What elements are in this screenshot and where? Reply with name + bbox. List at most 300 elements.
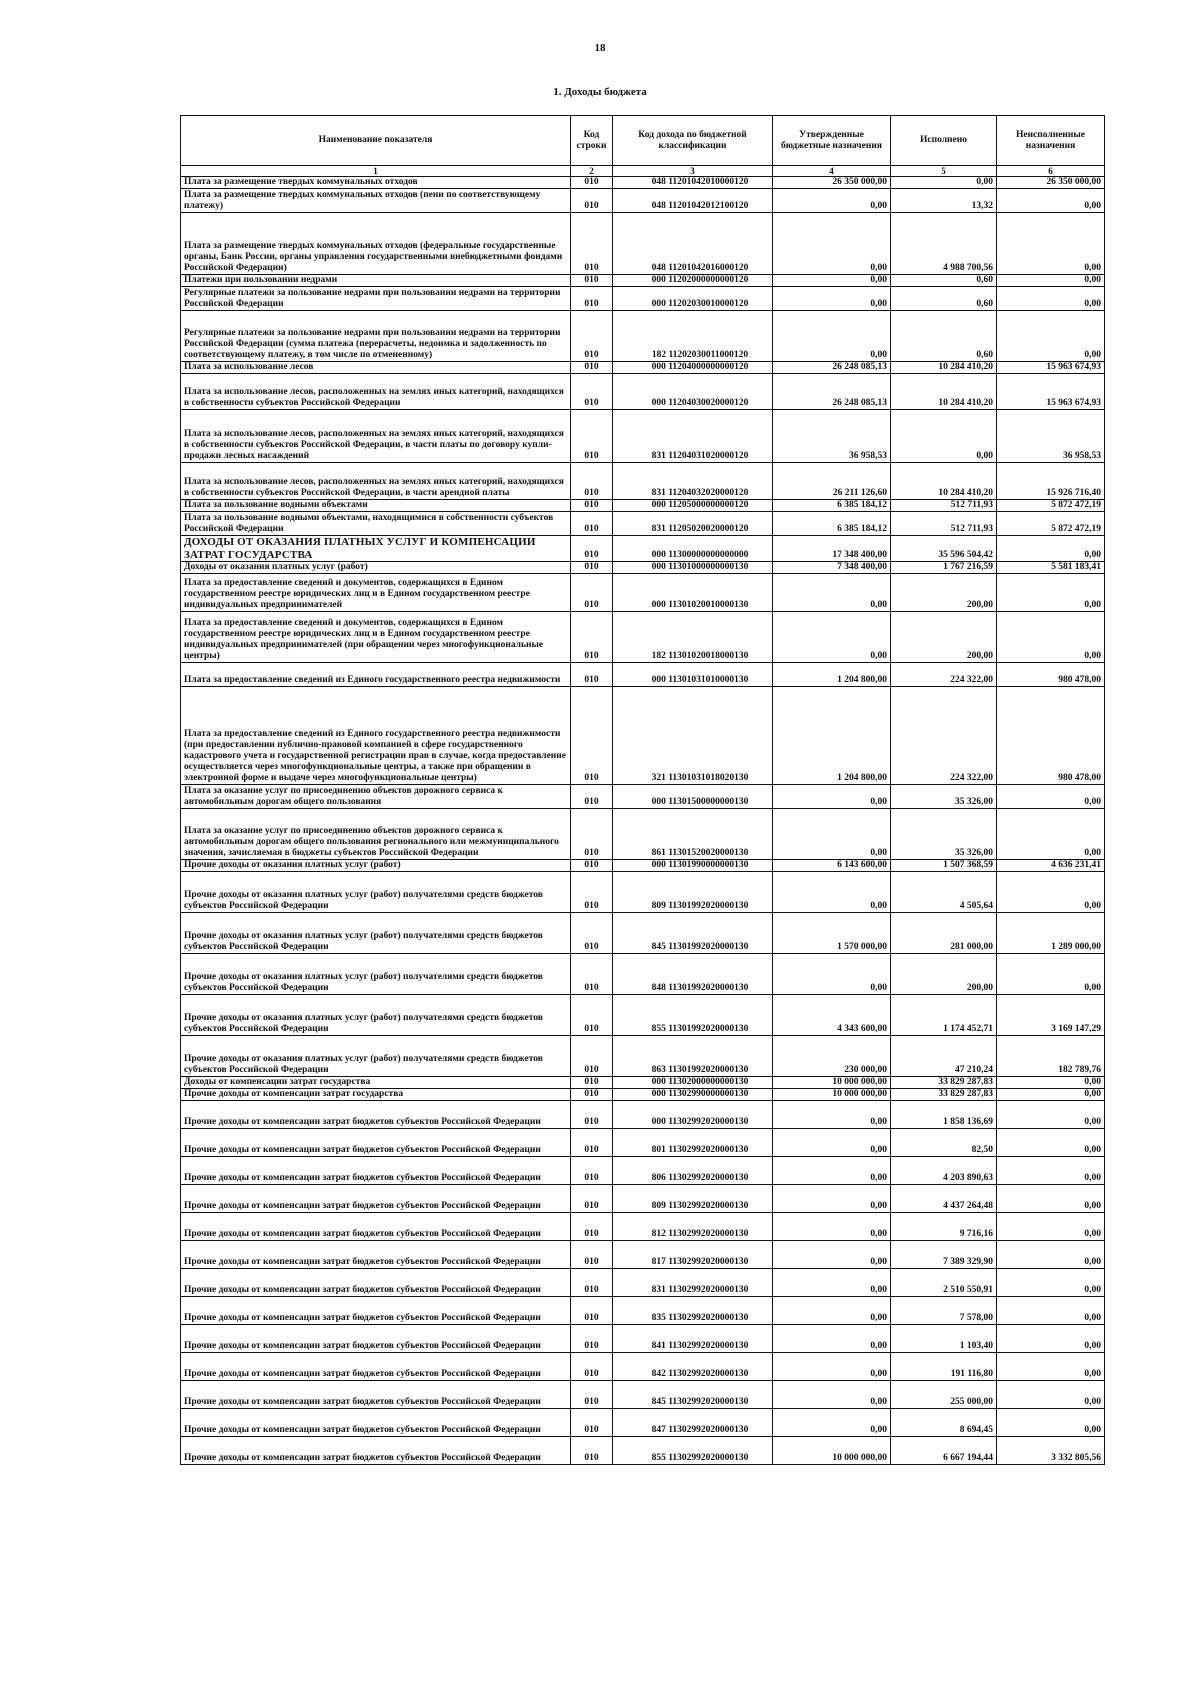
row-approved: 1 204 800,00	[773, 687, 891, 785]
row-executed: 512 711,93	[891, 512, 997, 536]
row-name: Прочие доходы от компенсации затрат бюджетов субъектов Российской Федерации	[181, 1297, 571, 1325]
row-approved: 230 000,00	[773, 1036, 891, 1077]
row-approved: 26 248 085,13	[773, 374, 891, 410]
row-income-code: 831 11204032020000120	[613, 463, 773, 500]
row-line-code: 010	[571, 213, 613, 275]
row-income-code: 809 11301992020000130	[613, 872, 773, 913]
row-approved: 0,00	[773, 275, 891, 287]
row-name: Прочие доходы от компенсации затрат бюджетов субъектов Российской Федерации	[181, 1353, 571, 1381]
row-line-code: 010	[571, 1129, 613, 1157]
table-row	[181, 860, 1105, 872]
row-approved: 0,00	[773, 1297, 891, 1325]
row-line-code: 010	[571, 687, 613, 785]
column-number: 4	[773, 166, 891, 177]
row-approved: 36 958,53	[773, 410, 891, 463]
header-executed: Исполнено	[891, 116, 997, 166]
row-unexecuted: 0,00	[997, 1129, 1105, 1157]
row-income-code: 321 11301031018020130	[613, 687, 773, 785]
row-approved: 0,00	[773, 612, 891, 663]
row-unexecuted: 0,00	[997, 189, 1105, 213]
row-income-code: 000 11204030020000120	[613, 374, 773, 410]
row-income-code: 848 11301992020000130	[613, 954, 773, 995]
row-name: Прочие доходы от компенсации затрат государства	[181, 1089, 571, 1101]
row-income-code: 831 11302992020000130	[613, 1269, 773, 1297]
column-number: 6	[997, 166, 1105, 177]
row-line-code: 010	[571, 362, 613, 374]
row-name: Прочие доходы от компенсации затрат бюджетов субъектов Российской Федерации	[181, 1101, 571, 1129]
row-name: Плата за использование лесов, расположенных на землях иных категорий, находящихся в собственности субъектов Российской Федерации, в части арендной платы	[181, 463, 571, 500]
row-executed: 224 322,00	[891, 663, 997, 687]
row-name: Прочие доходы от оказания платных услуг (работ) получателями средств бюджетов субъектов Российской Федерации	[181, 995, 571, 1036]
row-income-code: 835 11302992020000130	[613, 1297, 773, 1325]
row-name: Плата за использование лесов	[181, 362, 571, 374]
row-name: Прочие доходы от компенсации затрат бюджетов субъектов Российской Федерации	[181, 1213, 571, 1241]
row-line-code: 010	[571, 785, 613, 809]
row-approved: 1 570 000,00	[773, 913, 891, 954]
row-line-code: 010	[571, 574, 613, 612]
row-name: Прочие доходы от компенсации затрат бюджетов субъектов Российской Федерации	[181, 1241, 571, 1269]
row-line-code: 010	[571, 500, 613, 512]
table-row	[181, 1437, 1105, 1465]
row-name: Плата за предоставление сведений из Единого государственного реестра недвижимости (при предоставлении публично-правовой компанией в сфере государственного кадастрового учета и государственной регистрации прав в случае, когда предоставление осуществляется через многофункциональные центры, а также при обращении в электронной форме и выдаче через многофункциональные центры)	[181, 687, 571, 785]
row-name: Плата за использование лесов, расположенных на землях иных категорий, находящихся в собственности субъектов Российской Федерации, в части платы по договору купли-продажи лесных насаждений	[181, 410, 571, 463]
row-unexecuted: 0,00	[997, 536, 1105, 562]
row-executed: 82,50	[891, 1129, 997, 1157]
row-unexecuted: 980 478,00	[997, 687, 1105, 785]
row-line-code: 010	[571, 1185, 613, 1213]
table-row	[181, 1381, 1105, 1409]
table-header	[181, 116, 1105, 177]
table-row	[181, 512, 1105, 536]
row-income-code: 000 11301000000000130	[613, 562, 773, 574]
header-unexecuted: Неисполненные назначения	[997, 116, 1105, 166]
row-unexecuted: 0,00	[997, 1409, 1105, 1437]
row-executed: 35 326,00	[891, 809, 997, 860]
row-line-code: 010	[571, 1325, 613, 1353]
row-line-code: 010	[571, 954, 613, 995]
table-row	[181, 954, 1105, 995]
row-income-code: 182 11301020018000130	[613, 612, 773, 663]
row-executed: 10 284 410,20	[891, 362, 997, 374]
row-name: Плата за оказание услуг по присоединению объектов дорожного сервиса к автомобильным дорогам общего пользования	[181, 785, 571, 809]
row-unexecuted: 0,00	[997, 275, 1105, 287]
row-executed: 35 326,00	[891, 785, 997, 809]
row-name: Доходы от оказания платных услуг (работ)	[181, 562, 571, 574]
row-approved: 26 248 085,13	[773, 362, 891, 374]
row-income-code: 048 11201042010000120	[613, 177, 773, 189]
row-unexecuted: 0,00	[997, 954, 1105, 995]
income-table	[180, 115, 1105, 1465]
row-unexecuted: 5 872 472,19	[997, 500, 1105, 512]
row-income-code: 801 11302992020000130	[613, 1129, 773, 1157]
row-name: Плата за использование лесов, расположенных на землях иных категорий, находящихся в собственности субъектов Российской Федерации	[181, 374, 571, 410]
row-line-code: 010	[571, 177, 613, 189]
row-line-code: 010	[571, 1437, 613, 1465]
row-name: Плата за размещение твердых коммунальных отходов	[181, 177, 571, 189]
row-unexecuted: 1 289 000,00	[997, 913, 1105, 954]
row-line-code: 010	[571, 1036, 613, 1077]
table-row	[181, 311, 1105, 362]
row-executed: 35 596 504,42	[891, 536, 997, 562]
table-row	[181, 1129, 1105, 1157]
column-number: 5	[891, 166, 997, 177]
row-executed: 281 000,00	[891, 913, 997, 954]
row-unexecuted: 980 478,00	[997, 663, 1105, 687]
row-income-code: 817 11302992020000130	[613, 1241, 773, 1269]
row-name: Плата за оказание услуг по присоединению объектов дорожного сервиса к автомобильным дорогам общего пользования регионального или межмуниципального значения, зачисляемая в бюджеты субъектов Российской Федерации	[181, 809, 571, 860]
table-row	[181, 287, 1105, 311]
row-name: Регулярные платежи за пользование недрами при пользовании недрами на территории Российской Федерации (сумма платежа (перерасчеты, недоимка и задолженность по соответствующему платежу, в том числе по отмененному)	[181, 311, 571, 362]
row-unexecuted: 0,00	[997, 1269, 1105, 1297]
table-body	[181, 177, 1105, 1465]
table-row	[181, 1325, 1105, 1353]
row-name: Плата за пользование водными объектами, находящимися в собственности субъектов Российской Федерации	[181, 512, 571, 536]
row-approved: 0,00	[773, 574, 891, 612]
row-unexecuted: 0,00	[997, 1381, 1105, 1409]
table-row	[181, 562, 1105, 574]
row-name: Плата за пользование водными объектами	[181, 500, 571, 512]
row-approved: 6 385 184,12	[773, 512, 891, 536]
table-row	[181, 410, 1105, 463]
row-unexecuted: 0,00	[997, 1325, 1105, 1353]
row-name: Прочие доходы от компенсации затрат бюджетов субъектов Российской Федерации	[181, 1269, 571, 1297]
row-executed: 0,00	[891, 410, 997, 463]
row-name: Прочие доходы от оказания платных услуг (работ) получателями средств бюджетов субъектов Российской Федерации	[181, 954, 571, 995]
row-executed: 0,60	[891, 275, 997, 287]
table-row	[181, 275, 1105, 287]
table-row	[181, 374, 1105, 410]
row-name: Плата за размещение твердых коммунальных отходов (федеральные государственные органы, Банк России, органы управления государственными внебюджетными фондами Российской Федерации)	[181, 213, 571, 275]
header-approved: Утвержденные бюджетные назначения	[773, 116, 891, 166]
row-line-code: 010	[571, 1409, 613, 1437]
row-income-code: 806 11302992020000130	[613, 1157, 773, 1185]
row-line-code: 010	[571, 1101, 613, 1129]
row-approved: 10 000 000,00	[773, 1089, 891, 1101]
row-name: Прочие доходы от компенсации затрат бюджетов субъектов Российской Федерации	[181, 1437, 571, 1465]
row-unexecuted: 0,00	[997, 785, 1105, 809]
row-income-code: 000 11301031010000130	[613, 663, 773, 687]
row-executed: 200,00	[891, 612, 997, 663]
row-line-code: 010	[571, 374, 613, 410]
table-row	[181, 1269, 1105, 1297]
header-name: Наименование показателя	[181, 116, 571, 166]
table-row	[181, 872, 1105, 913]
row-unexecuted: 0,00	[997, 1213, 1105, 1241]
row-executed: 512 711,93	[891, 500, 997, 512]
row-executed: 4 505,64	[891, 872, 997, 913]
row-approved: 0,00	[773, 809, 891, 860]
row-income-code: 182 11202030011000120	[613, 311, 773, 362]
row-name: Прочие доходы от оказания платных услуг (работ) получателями средств бюджетов субъектов Российской Федерации	[181, 1036, 571, 1077]
row-approved: 0,00	[773, 1185, 891, 1213]
row-approved: 4 343 600,00	[773, 995, 891, 1036]
row-income-code: 855 11302992020000130	[613, 1437, 773, 1465]
row-executed: 1 103,40	[891, 1325, 997, 1353]
row-executed: 1 858 136,69	[891, 1101, 997, 1129]
row-executed: 7 389 329,90	[891, 1241, 997, 1269]
table-row	[181, 612, 1105, 663]
table-row	[181, 1101, 1105, 1129]
row-income-code: 855 11301992020000130	[613, 995, 773, 1036]
row-unexecuted: 0,00	[997, 1297, 1105, 1325]
row-approved: 7 348 400,00	[773, 562, 891, 574]
row-name: Платежи при пользовании недрами	[181, 275, 571, 287]
row-executed: 0,60	[891, 287, 997, 311]
row-executed: 191 116,80	[891, 1353, 997, 1381]
row-income-code: 842 11302992020000130	[613, 1353, 773, 1381]
table-row	[181, 1089, 1105, 1101]
table-row	[181, 913, 1105, 954]
row-income-code: 000 11302000000000130	[613, 1077, 773, 1089]
row-unexecuted: 0,00	[997, 809, 1105, 860]
row-income-code: 841 11302992020000130	[613, 1325, 773, 1353]
row-approved: 1 204 800,00	[773, 663, 891, 687]
row-approved: 0,00	[773, 1409, 891, 1437]
row-line-code: 010	[571, 275, 613, 287]
row-unexecuted: 5 581 183,41	[997, 562, 1105, 574]
row-unexecuted: 15 926 716,40	[997, 463, 1105, 500]
row-unexecuted: 0,00	[997, 311, 1105, 362]
row-approved: 0,00	[773, 1269, 891, 1297]
row-unexecuted: 0,00	[997, 1077, 1105, 1089]
column-number: 3	[613, 166, 773, 177]
row-line-code: 010	[571, 562, 613, 574]
row-income-code: 861 11301520020000130	[613, 809, 773, 860]
row-line-code: 010	[571, 1077, 613, 1089]
row-approved: 10 000 000,00	[773, 1437, 891, 1465]
row-approved: 0,00	[773, 785, 891, 809]
table-row	[181, 463, 1105, 500]
row-executed: 224 322,00	[891, 687, 997, 785]
row-executed: 47 210,24	[891, 1036, 997, 1077]
row-unexecuted: 15 963 674,93	[997, 374, 1105, 410]
row-approved: 0,00	[773, 1325, 891, 1353]
row-unexecuted: 0,00	[997, 213, 1105, 275]
row-unexecuted: 3 332 805,56	[997, 1437, 1105, 1465]
row-income-code: 000 11301500000000130	[613, 785, 773, 809]
row-name: Прочие доходы от оказания платных услуг (работ) получателями средств бюджетов субъектов Российской Федерации	[181, 872, 571, 913]
table-row	[181, 189, 1105, 213]
row-income-code: 000 11302990000000130	[613, 1089, 773, 1101]
row-income-code: 831 11205020020000120	[613, 512, 773, 536]
table-row	[181, 1241, 1105, 1269]
column-numbers-row	[181, 166, 1105, 177]
row-approved: 0,00	[773, 287, 891, 311]
row-income-code: 048 11201042012100120	[613, 189, 773, 213]
row-approved: 0,00	[773, 1241, 891, 1269]
table-row	[181, 213, 1105, 275]
row-income-code: 000 11301020010000130	[613, 574, 773, 612]
row-unexecuted: 0,00	[997, 872, 1105, 913]
row-executed: 10 284 410,20	[891, 374, 997, 410]
row-income-code: 812 11302992020000130	[613, 1213, 773, 1241]
row-approved: 26 350 000,00	[773, 177, 891, 189]
row-executed: 10 284 410,20	[891, 463, 997, 500]
row-line-code: 010	[571, 287, 613, 311]
table-row	[181, 177, 1105, 189]
row-unexecuted: 36 958,53	[997, 410, 1105, 463]
section-title: 1. Доходы бюджета	[553, 86, 647, 98]
row-income-code: 847 11302992020000130	[613, 1409, 773, 1437]
row-line-code: 010	[571, 860, 613, 872]
row-line-code: 010	[571, 1213, 613, 1241]
row-line-code: 010	[571, 1297, 613, 1325]
row-approved: 0,00	[773, 1129, 891, 1157]
row-income-code: 048 11201042016000120	[613, 213, 773, 275]
row-executed: 4 437 264,48	[891, 1185, 997, 1213]
row-unexecuted: 3 169 147,29	[997, 995, 1105, 1036]
row-executed: 1 767 216,59	[891, 562, 997, 574]
table-row	[181, 1157, 1105, 1185]
row-approved: 0,00	[773, 1157, 891, 1185]
row-approved: 0,00	[773, 1101, 891, 1129]
row-line-code: 010	[571, 410, 613, 463]
column-number: 2	[571, 166, 613, 177]
row-unexecuted: 5 872 472,19	[997, 512, 1105, 536]
row-approved: 0,00	[773, 1213, 891, 1241]
table-row	[181, 500, 1105, 512]
row-income-code: 845 11302992020000130	[613, 1381, 773, 1409]
row-approved: 0,00	[773, 872, 891, 913]
row-executed: 1 507 368,59	[891, 860, 997, 872]
row-name: Плата за предоставление сведений и документов, содержащихся в Едином государственном реестре юридических лиц и в Едином государственном реестре индивидуальных предпринимателей	[181, 574, 571, 612]
row-unexecuted: 0,00	[997, 1101, 1105, 1129]
header-income-code: Код дохода по бюджетной классификации	[613, 116, 773, 166]
table-row	[181, 995, 1105, 1036]
row-name: Регулярные платежи за пользование недрами при пользовании недрами на территории Российской Федерации	[181, 287, 571, 311]
row-income-code: 000 11302992020000130	[613, 1101, 773, 1129]
row-approved: 6 143 600,00	[773, 860, 891, 872]
row-executed: 33 829 287,83	[891, 1077, 997, 1089]
row-approved: 17 348 400,00	[773, 536, 891, 562]
row-line-code: 010	[571, 1381, 613, 1409]
row-name: Прочие доходы от компенсации затрат бюджетов субъектов Российской Федерации	[181, 1325, 571, 1353]
column-number: 1	[181, 166, 571, 177]
row-name: ДОХОДЫ ОТ ОКАЗАНИЯ ПЛАТНЫХ УСЛУГ И КОМПЕНСАЦИИ ЗАТРАТ ГОСУДАРСТВА	[181, 536, 571, 562]
row-unexecuted: 182 789,76	[997, 1036, 1105, 1077]
row-unexecuted: 0,00	[997, 1185, 1105, 1213]
row-approved: 0,00	[773, 213, 891, 275]
page-number: 18	[594, 42, 606, 54]
row-unexecuted: 0,00	[997, 612, 1105, 663]
row-approved: 0,00	[773, 1381, 891, 1409]
row-executed: 33 829 287,83	[891, 1089, 997, 1101]
row-name: Плата за предоставление сведений из Единого государственного реестра недвижимости	[181, 663, 571, 687]
table-row	[181, 1409, 1105, 1437]
row-income-code: 000 11205000000000120	[613, 500, 773, 512]
row-unexecuted: 15 963 674,93	[997, 362, 1105, 374]
row-executed: 1 174 452,71	[891, 995, 997, 1036]
table-row	[181, 362, 1105, 374]
row-name: Прочие доходы от оказания платных услуг (работ) получателями средств бюджетов субъектов Российской Федерации	[181, 913, 571, 954]
table-row	[181, 1353, 1105, 1381]
row-executed: 200,00	[891, 954, 997, 995]
row-line-code: 010	[571, 809, 613, 860]
row-income-code: 000 11202000000000120	[613, 275, 773, 287]
table-row	[181, 574, 1105, 612]
row-line-code: 010	[571, 913, 613, 954]
row-unexecuted: 0,00	[997, 1241, 1105, 1269]
table-row	[181, 785, 1105, 809]
table-row	[181, 663, 1105, 687]
header-line-code: Код строки	[571, 116, 613, 166]
row-approved: 26 211 126,60	[773, 463, 891, 500]
row-name: Прочие доходы от компенсации затрат бюджетов субъектов Российской Федерации	[181, 1157, 571, 1185]
row-line-code: 010	[571, 1157, 613, 1185]
table-row	[181, 1297, 1105, 1325]
row-line-code: 010	[571, 463, 613, 500]
row-name: Доходы от компенсации затрат государства	[181, 1077, 571, 1089]
row-approved: 10 000 000,00	[773, 1077, 891, 1089]
row-line-code: 010	[571, 1353, 613, 1381]
row-unexecuted: 0,00	[997, 574, 1105, 612]
row-approved: 6 385 184,12	[773, 500, 891, 512]
row-name: Прочие доходы от компенсации затрат бюджетов субъектов Российской Федерации	[181, 1129, 571, 1157]
row-line-code: 010	[571, 1241, 613, 1269]
row-income-code: 809 11302992020000130	[613, 1185, 773, 1213]
row-executed: 0,60	[891, 311, 997, 362]
row-unexecuted: 0,00	[997, 1157, 1105, 1185]
row-income-code: 863 11301992020000130	[613, 1036, 773, 1077]
row-line-code: 010	[571, 663, 613, 687]
row-approved: 0,00	[773, 954, 891, 995]
row-executed: 4 203 890,63	[891, 1157, 997, 1185]
table-row	[181, 1213, 1105, 1241]
row-unexecuted: 0,00	[997, 1089, 1105, 1101]
row-income-code: 845 11301992020000130	[613, 913, 773, 954]
row-executed: 4 988 700,56	[891, 213, 997, 275]
row-line-code: 010	[571, 995, 613, 1036]
row-income-code: 831 11204031020000120	[613, 410, 773, 463]
row-line-code: 010	[571, 1269, 613, 1297]
row-executed: 2 510 550,91	[891, 1269, 997, 1297]
row-name: Плата за предоставление сведений и документов, содержащихся в Едином государственном реестре юридических лиц и в Едином государственном реестре индивидуальных предпринимателей (при обращении через многофункциональные центры)	[181, 612, 571, 663]
table-row	[181, 687, 1105, 785]
row-approved: 0,00	[773, 311, 891, 362]
row-line-code: 010	[571, 1089, 613, 1101]
table-row	[181, 1036, 1105, 1077]
row-unexecuted: 4 636 231,41	[997, 860, 1105, 872]
row-line-code: 010	[571, 612, 613, 663]
row-approved: 0,00	[773, 189, 891, 213]
row-executed: 9 716,16	[891, 1213, 997, 1241]
table-row	[181, 1077, 1105, 1089]
table-row	[181, 1185, 1105, 1213]
row-unexecuted: 26 350 000,00	[997, 177, 1105, 189]
row-executed: 0,00	[891, 177, 997, 189]
row-line-code: 010	[571, 189, 613, 213]
row-executed: 255 000,00	[891, 1381, 997, 1409]
row-name: Прочие доходы от оказания платных услуг (работ)	[181, 860, 571, 872]
row-unexecuted: 0,00	[997, 287, 1105, 311]
row-executed: 13,32	[891, 189, 997, 213]
row-executed: 8 694,45	[891, 1409, 997, 1437]
row-unexecuted: 0,00	[997, 1353, 1105, 1381]
row-income-code: 000 11204000000000120	[613, 362, 773, 374]
table-row	[181, 536, 1105, 562]
row-income-code: 000 11300000000000000	[613, 536, 773, 562]
row-executed: 6 667 194,44	[891, 1437, 997, 1465]
table-row	[181, 809, 1105, 860]
row-line-code: 010	[571, 311, 613, 362]
row-executed: 7 578,00	[891, 1297, 997, 1325]
row-executed: 200,00	[891, 574, 997, 612]
row-name: Прочие доходы от компенсации затрат бюджетов субъектов Российской Федерации	[181, 1381, 571, 1409]
row-name: Прочие доходы от компенсации затрат бюджетов субъектов Российской Федерации	[181, 1185, 571, 1213]
row-name: Плата за размещение твердых коммунальных отходов (пени по соответствующему платежу)	[181, 189, 571, 213]
row-line-code: 010	[571, 536, 613, 562]
row-name: Прочие доходы от компенсации затрат бюджетов субъектов Российской Федерации	[181, 1409, 571, 1437]
